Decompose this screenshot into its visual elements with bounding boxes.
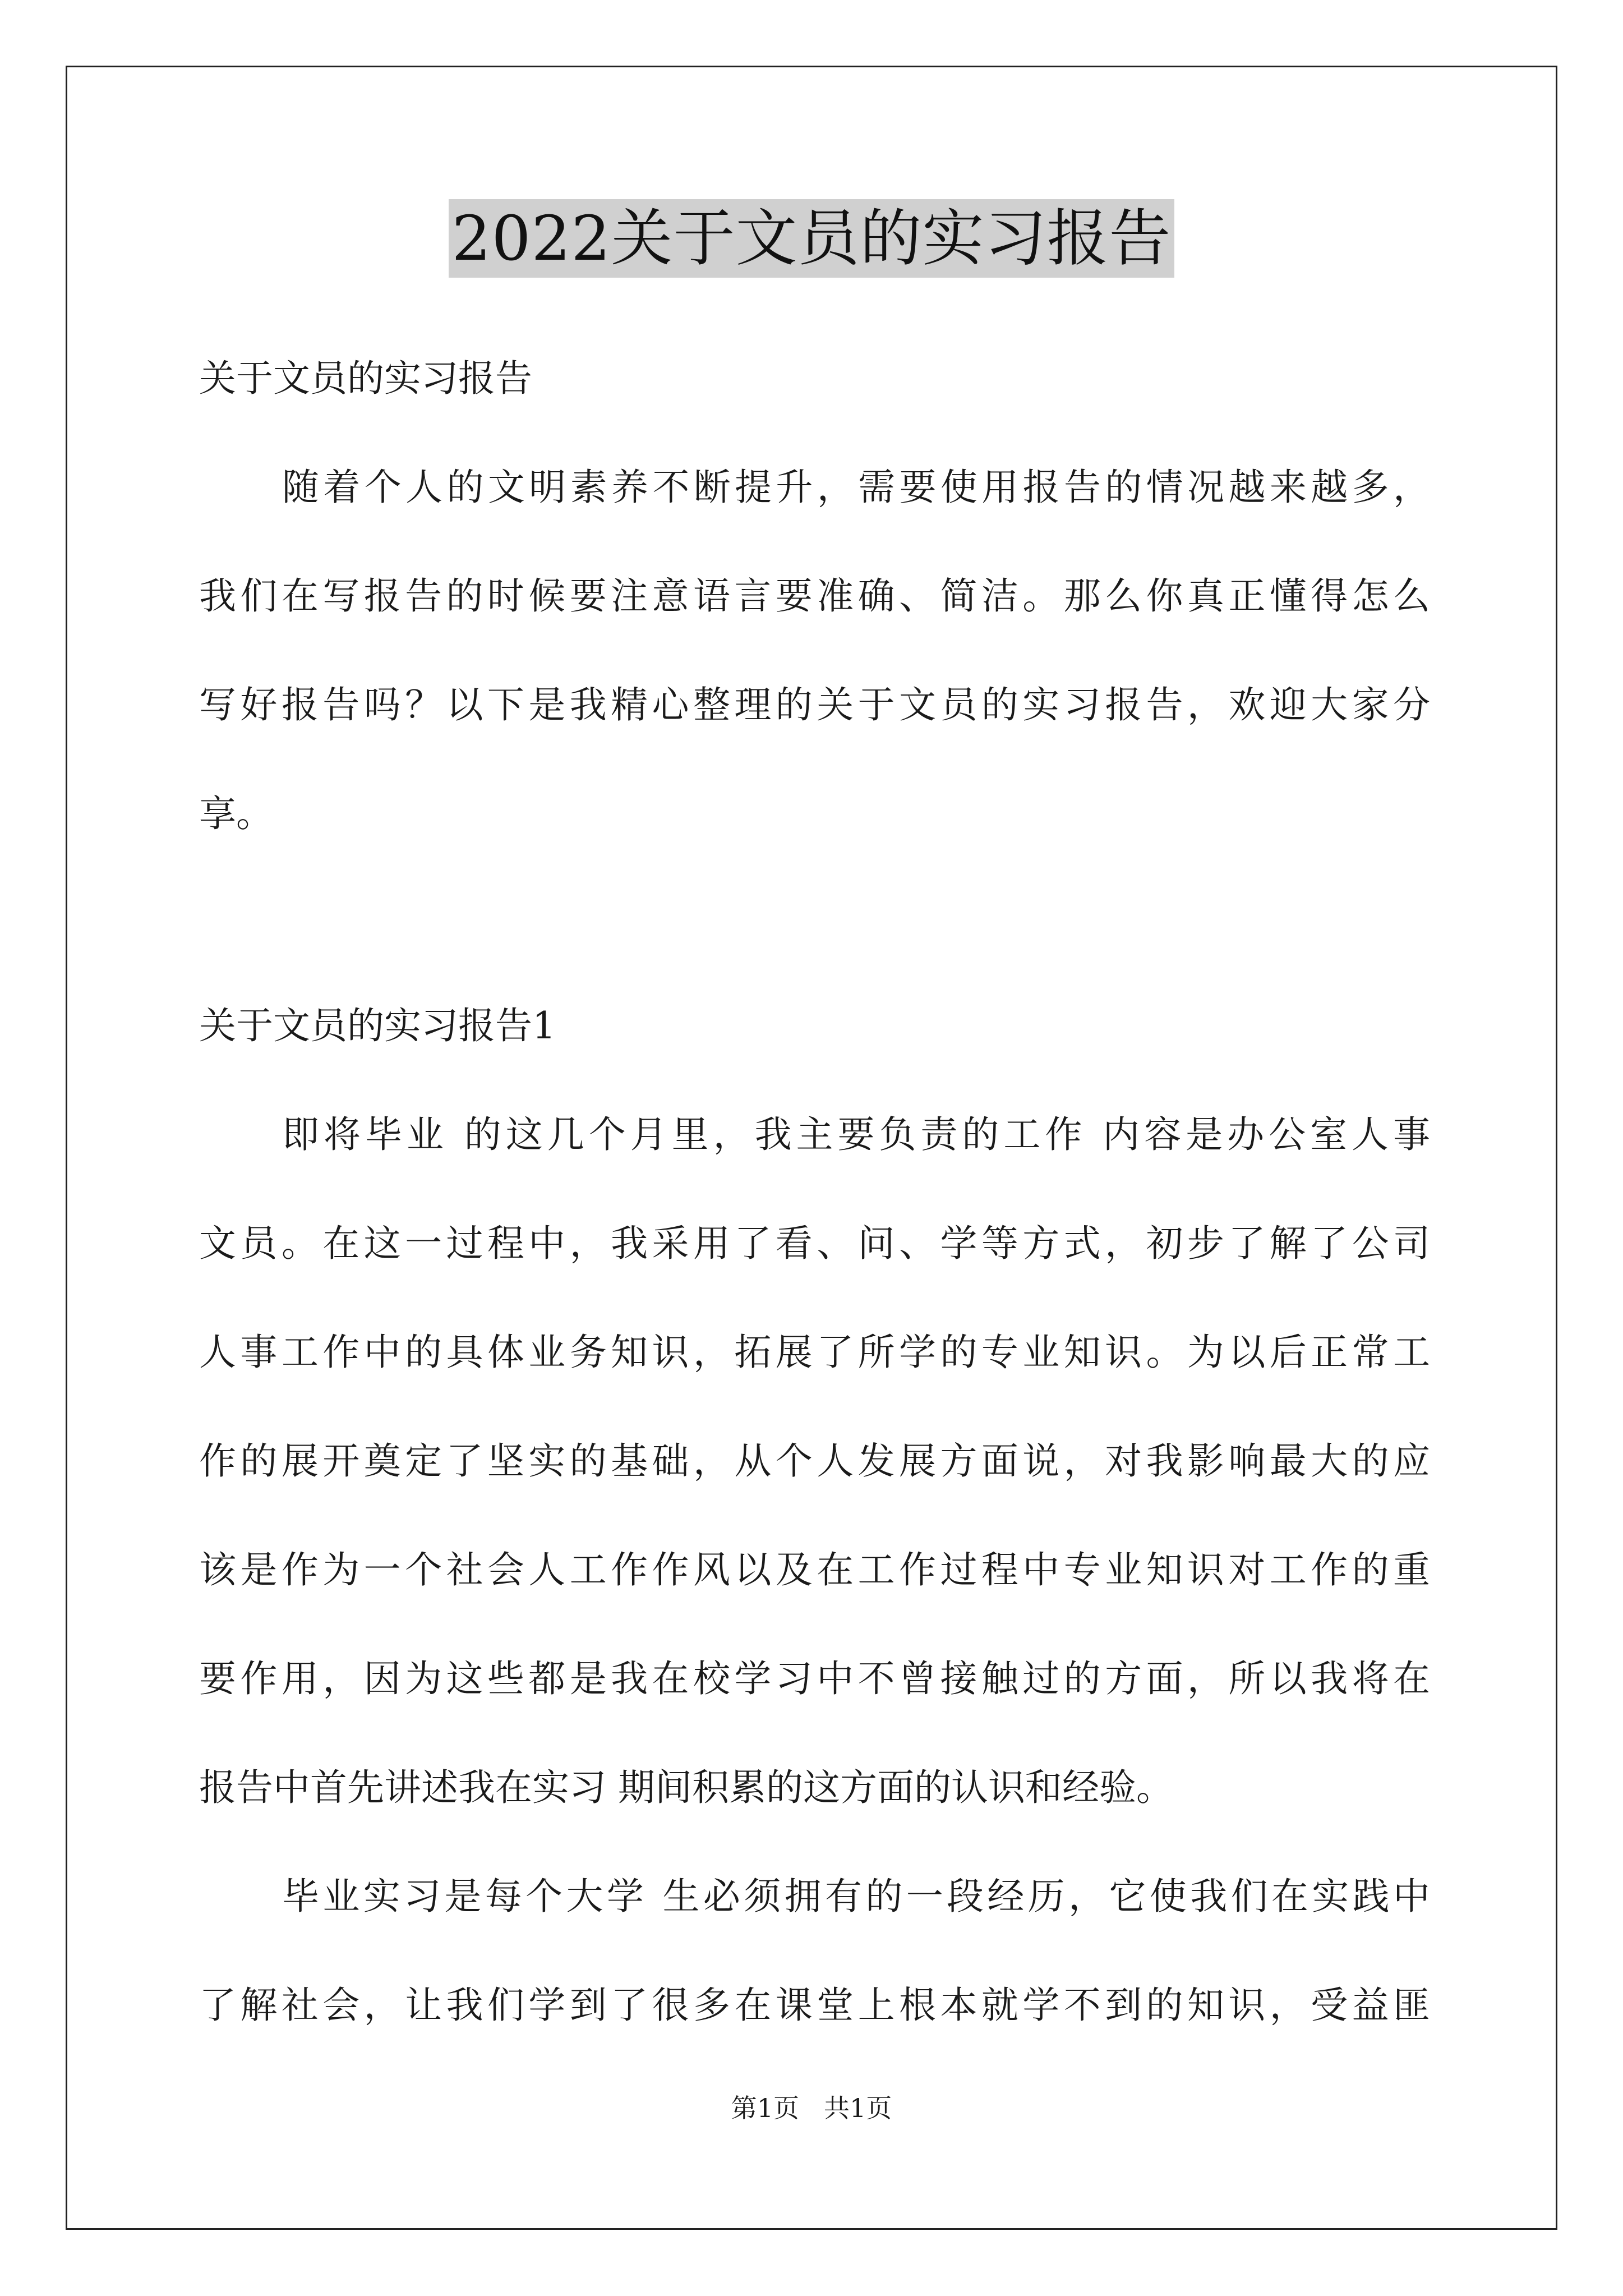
paragraph-line: 该是作为一个社会人工作作风以及在工作过程中专业知识对工作的重 [199, 1548, 1430, 1591]
page-number-current: 第1页 [731, 2093, 799, 2123]
section-heading: 关于文员的实习报告1 [199, 1004, 556, 1047]
title-container [0, 199, 1623, 278]
paragraph-line: 即将毕业 的这几个月里，我主要负责的工作 内容是办公室人事 [282, 1113, 1430, 1156]
paragraph-line: 报告中首先讲述我在实习 期间积累的这方面的认识和经验。 [199, 1766, 1173, 1809]
paragraph-line: 作的展开奠定了坚实的基础，从个人发展方面说，对我影响最大的应 [199, 1439, 1430, 1483]
paragraph-line: 了解社会，让我们学到了很多在课堂上根本就学不到的知识，受益匪 [199, 1984, 1430, 2027]
paragraph-line: 享。 [199, 792, 273, 835]
paragraph-line: 毕业实习是每个大学 生必须拥有的一段经历，它使我们在实践中 [282, 1875, 1430, 1918]
paragraph-line: 人事工作中的具体业务知识，拓展了所学的专业知识。为以后正常工 [199, 1331, 1430, 1374]
section-heading: 关于文员的实习报告 [199, 357, 532, 400]
paragraph-line: 写好报告吗？以下是我精心整理的关于文员的实习报告，欢迎大家分 [199, 683, 1430, 726]
paragraph-line: 随着个人的文明素养不断提升，需要使用报告的情况越来越多， [282, 466, 1430, 509]
paragraph-line: 文员。在这一过程中，我采用了看、问、学等方式，初步了解了公司 [199, 1222, 1430, 1265]
paragraph-line: 要作用，因为这些都是我在校学习中不曾接触过的方面，所以我将在 [199, 1657, 1430, 1700]
paragraph-line: 我们在写报告的时候要注意语言要准确、简洁。那么你真正懂得怎么 [199, 574, 1430, 618]
document-title: 2022关于文员的实习报告 [449, 199, 1175, 278]
page-footer [0, 2091, 1623, 2125]
page-number-total: 共1页 [824, 2093, 892, 2123]
